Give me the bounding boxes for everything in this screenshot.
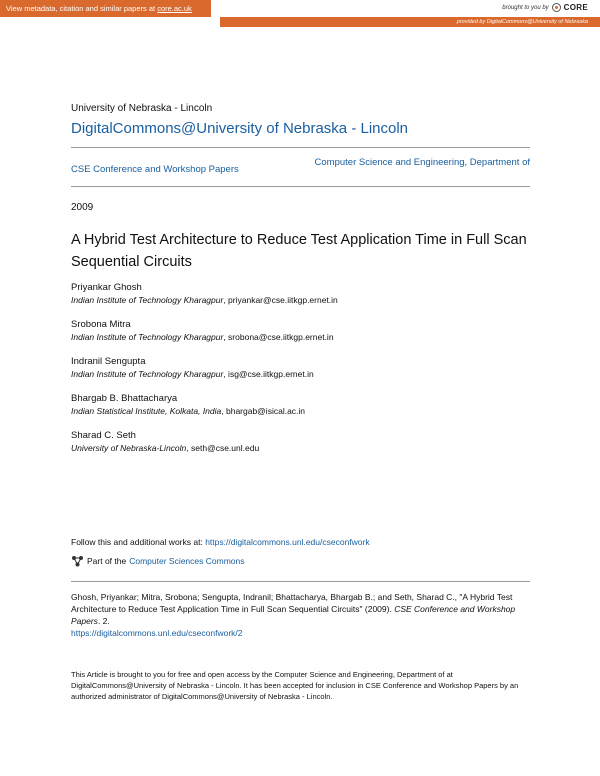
author-email: , seth@cse.unl.edu (186, 443, 260, 453)
core-logo-icon (552, 3, 561, 12)
author-name: Srobona Mitra (71, 319, 131, 330)
core-logo-text: CORE (563, 3, 588, 12)
network-icon (71, 555, 84, 567)
brought-to-you-text: brought to you by (502, 4, 549, 11)
core-link[interactable]: core.ac.uk (157, 4, 192, 13)
author-email: , priyankar@cse.iitkgp.ernet.in (223, 295, 338, 305)
author-name: Indranil Sengupta (71, 356, 146, 367)
citation-url-link[interactable]: https://digitalcommons.unl.edu/cseconfwork/2 (71, 628, 243, 638)
author-entry (71, 430, 531, 454)
divider-bottom (71, 186, 530, 187)
citation-number: . 2. (97, 616, 110, 626)
divider-citation (71, 581, 530, 582)
publication-year: 2009 (71, 202, 94, 213)
author-email: , isg@cse.iitkgp.ernet.in (223, 369, 314, 379)
author-name: Bhargab B. Bhattacharya (71, 393, 178, 404)
author-email: , bhargab@isical.ac.in (221, 406, 306, 416)
author-institution: Indian Statistical Institute, Kolkata, India (71, 406, 222, 416)
author-affiliation (71, 442, 531, 454)
core-banner (0, 0, 600, 27)
core-metadata-link-bar[interactable] (0, 0, 211, 17)
commons-link[interactable]: Computer Sciences Commons (129, 556, 245, 566)
author-entry (71, 393, 531, 417)
recommended-citation (71, 591, 531, 639)
author-affiliation (71, 294, 531, 306)
author-institution: Indian Institute of Technology Kharagpur (71, 295, 224, 305)
author-institution: University of Nebraska-Lincoln (71, 443, 187, 453)
author-entry (71, 319, 531, 343)
access-statement: This Article is brought to you for free and open access by the Computer Science and Engineering, Department of at DigitalCommons@University of Nebraska - Lincoln. It has been accepted for inclusion in CSE Conference and Workshop Papers by an authorized administrator of DigitalCommons@University of Nebraska - Lincoln. (71, 670, 519, 701)
author-institution: Indian Institute of Technology Kharagpur (71, 369, 224, 379)
repository-link[interactable]: DigitalCommons@University of Nebraska - Lincoln (71, 120, 409, 137)
core-brand[interactable] (502, 3, 588, 12)
author-name: Priyankar Ghosh (71, 282, 142, 293)
author-list (71, 282, 531, 467)
department-link[interactable]: Computer Science and Engineering, Department of (314, 157, 530, 168)
follow-text: Follow this and additional works at: (71, 537, 206, 547)
author-entry (71, 282, 531, 306)
author-affiliation (71, 368, 531, 380)
author-email: , srobona@cse.iitkgp.ernet.in (223, 332, 334, 342)
provided-by-bar: provided by DigitalCommons@University of Nebraska (220, 17, 600, 27)
part-of (71, 555, 244, 567)
follow-works (71, 537, 370, 547)
core-metadata-text: View metadata, citation and similar papers at (6, 4, 158, 13)
author-affiliation (71, 405, 531, 417)
part-of-text: Part of the (87, 556, 127, 566)
author-entry (71, 356, 531, 380)
paper-title: A Hybrid Test Architecture to Reduce Test Application Time in Full Scan Sequential Circuits (71, 232, 527, 270)
collection-url-link[interactable]: https://digitalcommons.unl.edu/cseconfwork (205, 537, 370, 547)
author-institution: Indian Institute of Technology Kharagpur (71, 332, 224, 342)
series-link[interactable]: CSE Conference and Workshop Papers (71, 164, 239, 175)
institution-name: University of Nebraska - Lincoln (71, 103, 213, 114)
citation-venue: CSE Conference and Workshop Papers (71, 604, 516, 626)
citation-text: Ghosh, Priyankar; Mitra, Srobona; Sengupta, Indranil; Bhattacharya, Bhargab B.; and Seth, Sharad C., "A Hybrid Test Architecture to Reduce Test Application Time in Full Scan Sequential Circuits" (2009). (71, 592, 513, 614)
divider-top (71, 147, 530, 148)
author-affiliation (71, 331, 531, 343)
author-name: Sharad C. Seth (71, 430, 136, 441)
